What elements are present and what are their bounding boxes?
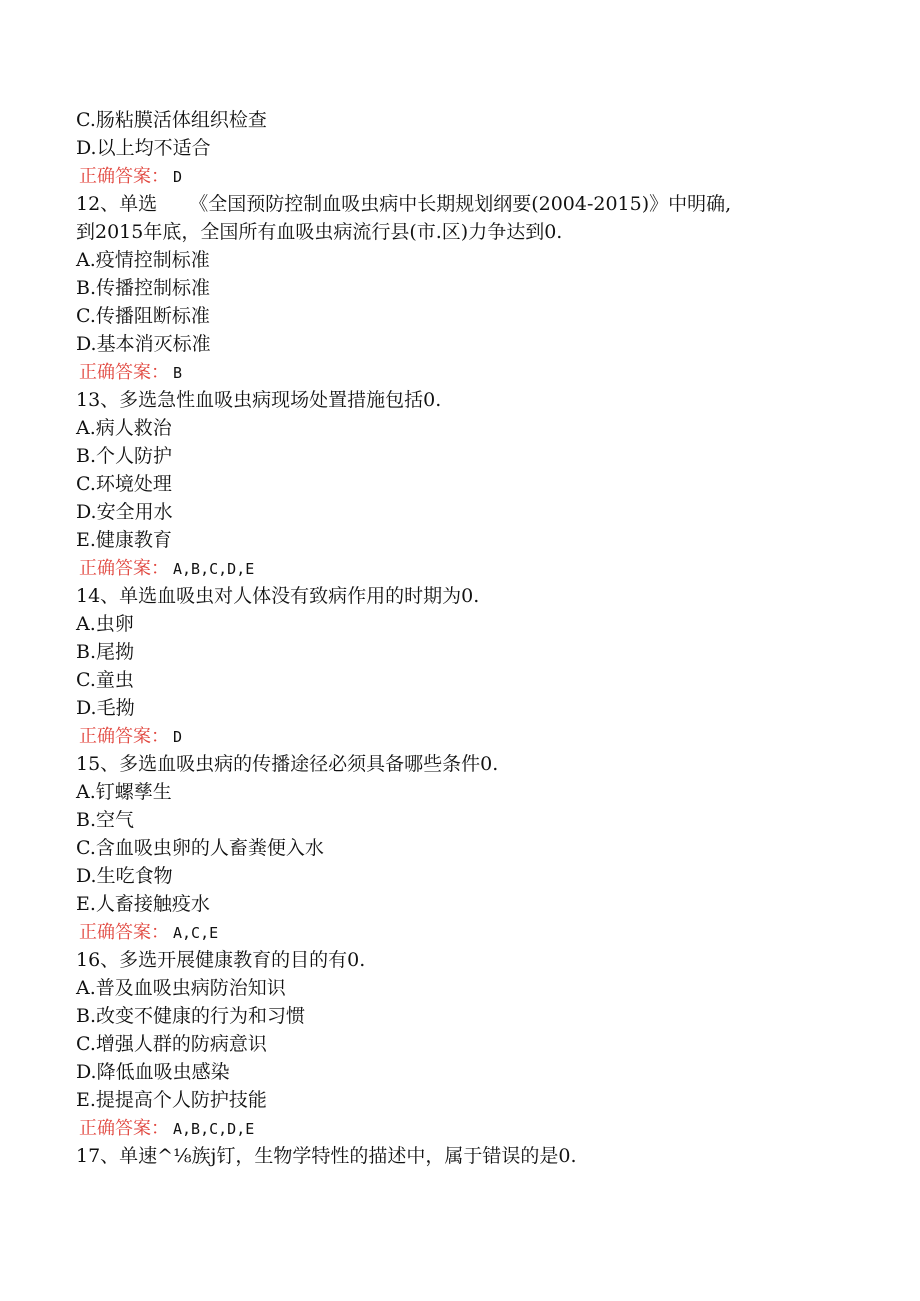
option-line: A.钉螺孳生 xyxy=(76,781,172,803)
answer-value: B xyxy=(173,364,183,382)
question-continuation: 到2015年底，全国所有血吸虫病流行县(市.区)力争达到0. xyxy=(76,221,563,243)
answer-line xyxy=(76,1114,856,1142)
option-line: D.基本消灭标准 xyxy=(76,333,211,355)
answer-line xyxy=(76,918,856,946)
question-text: 16、多选开展健康教育的目的有0. xyxy=(76,949,366,971)
answer-value: A,B,C,D,E xyxy=(173,560,255,578)
answer-label: 正确答案： xyxy=(79,1118,169,1139)
question-line xyxy=(76,1142,856,1170)
option-line: D.安全用水 xyxy=(76,501,173,523)
option-line: C.肠粘膜活体组织检查 xyxy=(76,109,267,131)
option-line: C.童虫 xyxy=(76,669,134,691)
option-line: E.提提高个人防护技能 xyxy=(76,1089,267,1111)
answer-line xyxy=(76,722,856,750)
question-text: 17、单速^⅛族j钉，生物学特性的描述中，属于错误的是0. xyxy=(76,1145,577,1167)
question-text: 15、多选血吸虫病的传播途径必须具备哪些条件0. xyxy=(76,753,499,775)
answer-label: 正确答案： xyxy=(79,726,169,747)
question-text: 13、多选急性血吸虫病现场处置措施包括0. xyxy=(76,389,442,411)
answer-label: 正确答案： xyxy=(79,922,169,943)
option-line: D.降低血吸虫感染 xyxy=(76,1061,230,1083)
option-line: D.以上均不适合 xyxy=(76,137,211,159)
question-text: 14、单选血吸虫对人体没有致病作用的时期为0. xyxy=(76,585,480,607)
answer-line xyxy=(76,162,856,190)
answer-line xyxy=(76,554,856,582)
option-line: A.普及血吸虫病防治知识 xyxy=(76,977,286,999)
question-line xyxy=(76,750,856,778)
option-line: A.虫卵 xyxy=(76,613,134,635)
option-line: A.疫情控制标准 xyxy=(76,249,210,271)
document-body xyxy=(76,106,856,1170)
option-line: D.毛拗 xyxy=(76,697,135,719)
option-line: B.改变不健康的行为和习惯 xyxy=(76,1005,306,1027)
answer-line xyxy=(76,358,856,386)
option-line: C.传播阻断标准 xyxy=(76,305,210,327)
answer-label: 正确答案： xyxy=(79,166,169,187)
question-line xyxy=(76,190,856,218)
option-line: E.人畜接触疫水 xyxy=(76,893,210,915)
option-line: D.生吃食物 xyxy=(76,865,173,887)
answer-value: A,B,C,D,E xyxy=(173,1120,255,1138)
option-line: C.环境处理 xyxy=(76,473,172,495)
question-line xyxy=(76,582,856,610)
option-line: A.病人救治 xyxy=(76,417,172,439)
answer-value: D xyxy=(173,168,183,186)
question-line xyxy=(76,386,856,414)
option-line: B.传播控制标准 xyxy=(76,277,211,299)
answer-value: A,C,E xyxy=(173,924,219,942)
question-line xyxy=(76,946,856,974)
option-line: B.空气 xyxy=(76,809,135,831)
option-line: B.尾拗 xyxy=(76,641,135,663)
option-line: C.增强人群的防病意识 xyxy=(76,1033,267,1055)
option-line: B.个人防护 xyxy=(76,445,173,467)
question-text: 《全国预防控制血吸虫病中长期规划纲要(2004-2015)》中明确, xyxy=(189,193,732,215)
answer-value: D xyxy=(173,728,183,746)
answer-label: 正确答案： xyxy=(79,362,169,383)
question-number: 12、单选 xyxy=(76,193,158,215)
option-line: E.健康教育 xyxy=(76,529,172,551)
option-line: C.含血吸虫卵的人畜粪便入水 xyxy=(76,837,324,859)
answer-label: 正确答案： xyxy=(79,558,169,579)
